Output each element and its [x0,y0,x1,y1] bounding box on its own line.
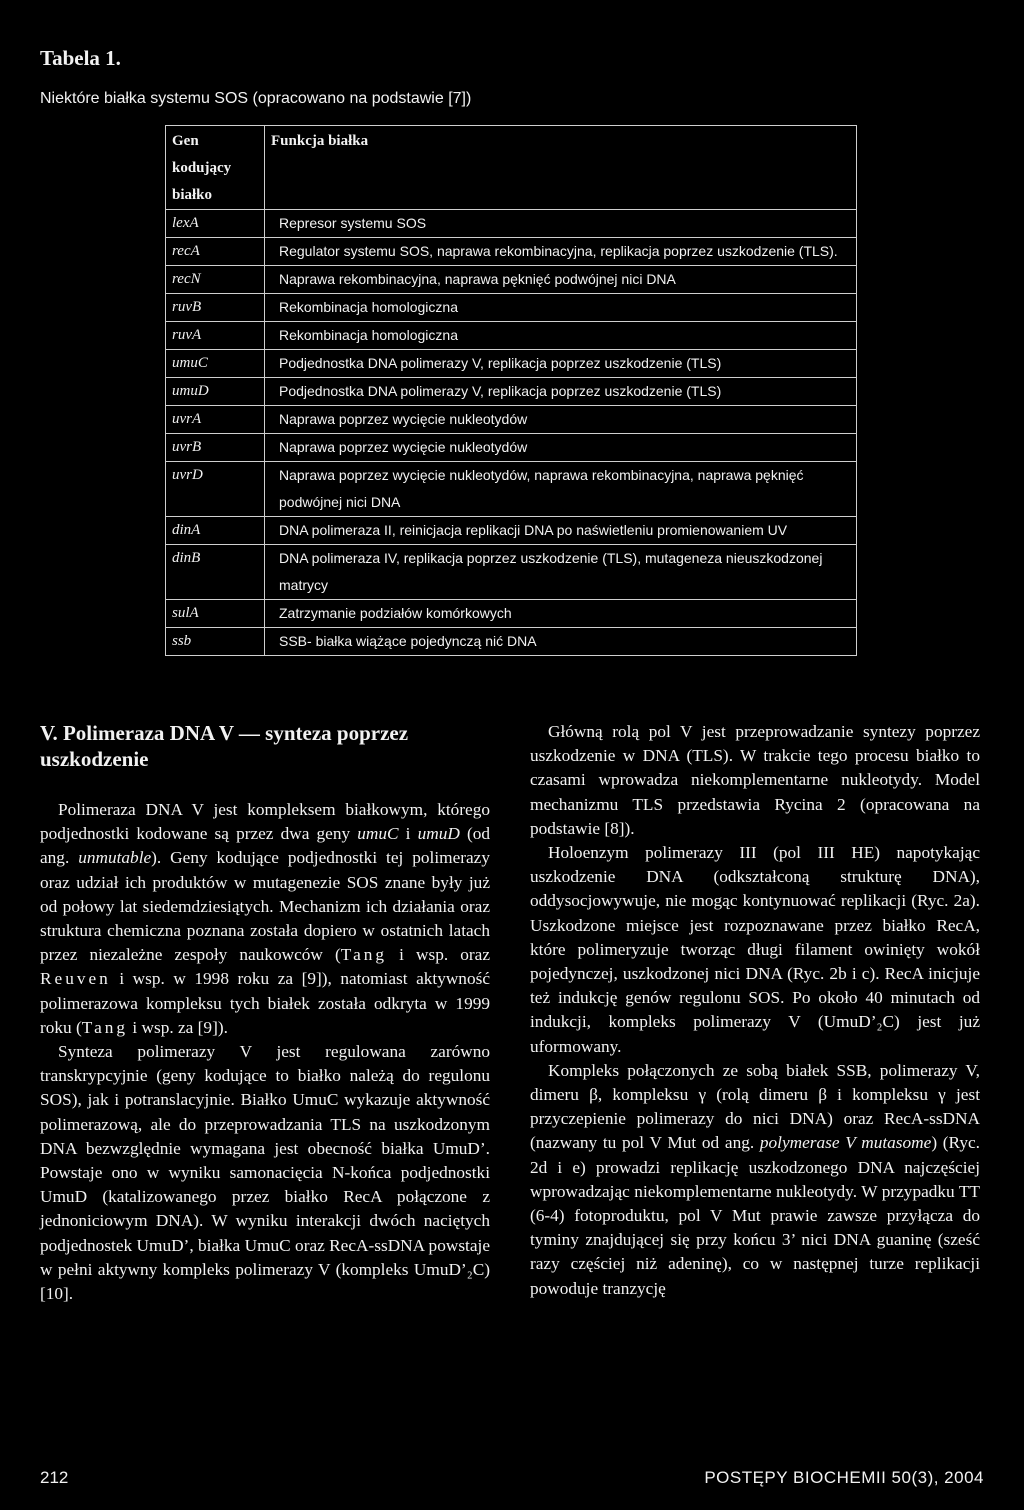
table-row [166,462,857,517]
table-header-row [166,126,857,210]
table-caption-title: Tabela 1. [40,46,121,70]
function-cell: Regulator systemu SOS, naprawa rekombinacyjna, replikacja poprzez uszkodzenie (TLS). [265,238,857,266]
gene-cell: umuC [166,350,265,378]
function-cell: Naprawa poprzez wycięcie nukleotydów, naprawa rekombinacyjna, naprawa pęknięć podwójnej nici DNA [265,462,857,517]
left-paragraph-2: Synteza polimerazy V jest regulowana zarówno transkrypcyjnie (geny kodujące to białko należą do regulonu SOS), jak i potranslacyjnie. Białko UmuC wykazuje aktywność polimerazową, ale do przeprowadzania TLS na uszkodzonym DNA bezwzględnie wymagana jest obecność białka UmuD’. Powstaje ono w wyniku samonacięcia N-końca podjednostki UmuD (katalizowanego przez białko RecA połączone z jednoniciowym DNA). W wyniku interakcji dwóch naciętych podjednostek UmuD’, białka UmuC oraz RecA-ssDNA powstaje w pełni aktywny kompleks polimerazy V (kompleks UmuD’₂C) [10]. [40,1042,490,1304]
table-row [166,517,857,545]
right-paragraph-2: Holoenzym polimerazy III (pol III HE) napotykając uszkodzenie DNA (odkształconą strukturę DNA), oddysocjowywuje, nie mogąc kontynuować replikacji (Ryc. 2a). Uszkodzone miejsce jest rozpoznawane przez białko RecA, które polimeryzuje tworząc długi filament owinięty wokół pojedynczej, uszkodzonej nici DNA (Ryc. 2b i c). RecA inicjuje też indukcję genów regulonu SOS. Po około 40 minutach od indukcji, kompleks polimerazy V (UmuD’₂C) jest już uformowany. [530,843,980,1056]
gene-cell: lexA [166,210,265,238]
table-row [166,238,857,266]
function-cell: Naprawa poprzez wycięcie nukleotydów [265,434,857,462]
table-row [166,322,857,350]
gene-umuc: umuC [357,824,399,844]
table-row [166,266,857,294]
section-title: Polimeraza DNA V — synteza poprzez uszkodzenie [40,721,409,771]
function-cell: Naprawa rekombinacyjna, naprawa pęknięć podwójnej nici DNA [265,266,857,294]
gene-cell: uvrB [166,434,265,462]
journal-name: POSTĘPY BIOCHEMII 50(3), 2004 [704,1468,984,1487]
table-row [166,628,857,656]
table-row [166,378,857,406]
term-polymerase-v-mutasome: polymerase V mutasome [759,1133,932,1153]
section-number: V. [40,721,58,745]
header-function: Funkcja białka [265,126,857,210]
term-unmutable: unmutable [78,848,152,868]
table-row [166,406,857,434]
gene-cell: dinB [166,545,265,600]
author-tang-2: Tang [81,1017,129,1037]
function-cell: DNA polimeraza IV, replikacja poprzez uszkodzenie (TLS), mutageneza nieuszkodzonej matrycy [265,545,857,600]
header-gene: Gen kodujący białko [166,126,265,210]
right-column [530,720,980,1301]
gene-cell: ruvA [166,322,265,350]
section-heading [40,720,490,772]
gene-cell: ssb [166,628,265,656]
function-cell: DNA polimeraza II, reinicjacja replikacji DNA po naświetleniu promienowaniem UV [265,517,857,545]
function-cell: Podjednostka DNA polimerazy V, replikacja poprzez uszkodzenie (TLS) [265,378,857,406]
table-row [166,434,857,462]
gene-cell: umuD [166,378,265,406]
page-number: 212 [40,1468,69,1487]
table-body [166,210,857,656]
left-column [40,720,490,1306]
table-row [166,600,857,628]
table-row [166,350,857,378]
gene-cell: ruvB [166,294,265,322]
table-row [166,294,857,322]
table-row [166,210,857,238]
function-cell: Naprawa poprzez wycięcie nukleotydów [265,406,857,434]
right-paragraph-3: Kompleks połączonych ze sobą białek SSB, polimerazy V, dimeru β, kompleksu γ (rolą dimeru β i kompleksu γ jest przyczepienie polimerazy do nici DNA) oraz RecA-ssDNA (nazwany tu pol V Mut od ang. polymerase V mutasome) (Ryc. 2d i e) prowadzi replikację uszkodzonego DNA najczęściej wprowadzając niekomplementarne nukleotydy. W przypadku TT (6-4) fotoproduktu, pol V Mut prawie zawsze przyłącza do tyminy znajdującej się przy końcu 3’ nici DNA guaninę (sześć razy częściej niż adeninę), co w następnej turze replikacji powoduje tranzycję [530,1060,980,1298]
gene-cell: dinA [166,517,265,545]
function-cell: SSB- białka wiążące pojedynczą nić DNA [265,628,857,656]
gene-cell: uvrA [166,406,265,434]
gene-umud: umuD [417,824,460,844]
function-cell: Rekombinacja homologiczna [265,294,857,322]
table-caption-description: Niektóre białka systemu SOS (opracowano na podstawie [7]) [40,90,472,107]
function-cell: Represor systemu SOS [265,210,857,238]
table-row [166,545,857,600]
sos-proteins-table [165,125,857,656]
function-cell: Zatrzymanie podziałów komórkowych [265,600,857,628]
gene-cell: sulA [166,600,265,628]
function-cell: Rekombinacja homologiczna [265,322,857,350]
right-paragraph-1: Główną rolą pol V jest przeprowadzanie syntezy poprzez uszkodzenie w DNA (TLS). W trakcie tego procesu białko to czasami wprowadza niekomplementarne nukleotydy. Model mechanizmu TLS przedstawia Rycina 2 (opracowana na podstawie [8]). [530,722,980,838]
left-paragraph-1: Polimeraza DNA V jest kompleksem białkowym, którego podjednostki kodowane są przez dwa geny umuC i umuD (od ang. unmutable). Geny kodujące podjednostki tej polimerazy oraz udział ich produktów w mutagenezie SOS znane były już od połowy lat siedemdziesiątych. Mechanizm ich działania oraz struktura chemiczna poznana została dopiero w ostatnich latach przez niezależne zespoły naukowców (Tang i wsp. oraz Reuven i wsp. w 1998 roku za [9]), natomiast aktywność polimerazowa kompleksu tych białek została odkryta w 1999 roku (Tang i wsp. za [9]). [40,800,490,1037]
author-reuven: Reuven [40,969,111,989]
author-tang: Tang [340,945,388,965]
gene-cell: uvrD [166,462,265,517]
gene-cell: recN [166,266,265,294]
function-cell: Podjednostka DNA polimerazy V, replikacja poprzez uszkodzenie (TLS) [265,350,857,378]
gene-cell: recA [166,238,265,266]
